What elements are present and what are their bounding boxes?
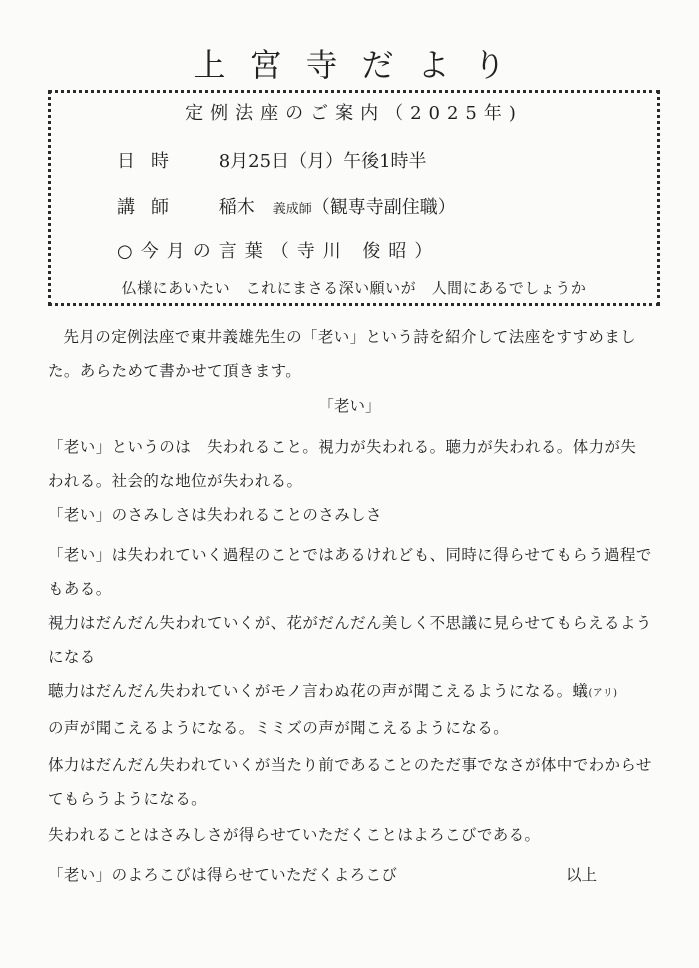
poem-line-6: 体力はだんだん失われていくが当たり前であることのただ事でなさが体中でわからせてもらうようになる。 (48, 756, 652, 808)
closing-mark: 以上 (566, 866, 598, 884)
poem-line-8: 「老い」のよろこびは得らせていただくよろこび (48, 866, 398, 884)
notice-heading: 定例法座のご案内（2025年) (185, 103, 523, 124)
poem-line-1: 「老い」というのは 失われること。視力が失われる。聴力が失われる。体力が失われる。社会的な地位が失われる。 (48, 438, 637, 490)
monthly-quote: 仏様にあいたい これにまさる深い願いが 人間にあるでしょうか (121, 279, 587, 297)
lecturer-title: 義成師 (272, 202, 312, 217)
poem-line-5-continued: の声が聞こえるようになる。ミミズの声が聞こえるようになる。 (48, 719, 510, 737)
dharma-meeting-notice (48, 90, 660, 306)
lecturer-name: 稲木 (218, 197, 255, 218)
poem-line-3: 「老い」は失われていく過程のことではあるけれども、同時に得らせてもらう過程でもある。 (48, 546, 652, 598)
ari-reading: (アリ) (588, 688, 618, 699)
poem-line-7: 失われることはさみしさが得らせていただくことはよろこびである。 (48, 826, 541, 844)
page-title: 上宮寺だより (193, 46, 530, 84)
intro-paragraph: 先月の定例法座で東井義雄先生の「老い」という詩を紹介して法座をすすめました。あらためて書かせて頂きます。 (48, 328, 637, 380)
poem-line-2: 「老い」のさみしさは失われることのさみしさ (48, 506, 382, 524)
lecturer-label: 講師 (117, 197, 185, 218)
lecturer-affiliation: （観専寺副住職） (311, 197, 456, 218)
date-value: 8月25日（月）午後1時半 (218, 151, 427, 172)
poem-title: 「老い」 (318, 397, 381, 415)
poem-line-4: 視力はだんだん失われていくが、花がだんだん美しく不思議に見らせてもらえるようになる (48, 614, 652, 666)
word-of-month: ○今月の言葉（寺川 俊昭） (117, 241, 441, 262)
lecturer-row (117, 193, 456, 219)
date-row (117, 147, 427, 173)
date-label: 日時 (117, 151, 185, 172)
poem-line-5 (48, 674, 652, 745)
poem-line-5-text: 聴力はだんだん失われていくがモノ言わぬ花の声が聞こえるようになる。蟻 (48, 682, 589, 700)
